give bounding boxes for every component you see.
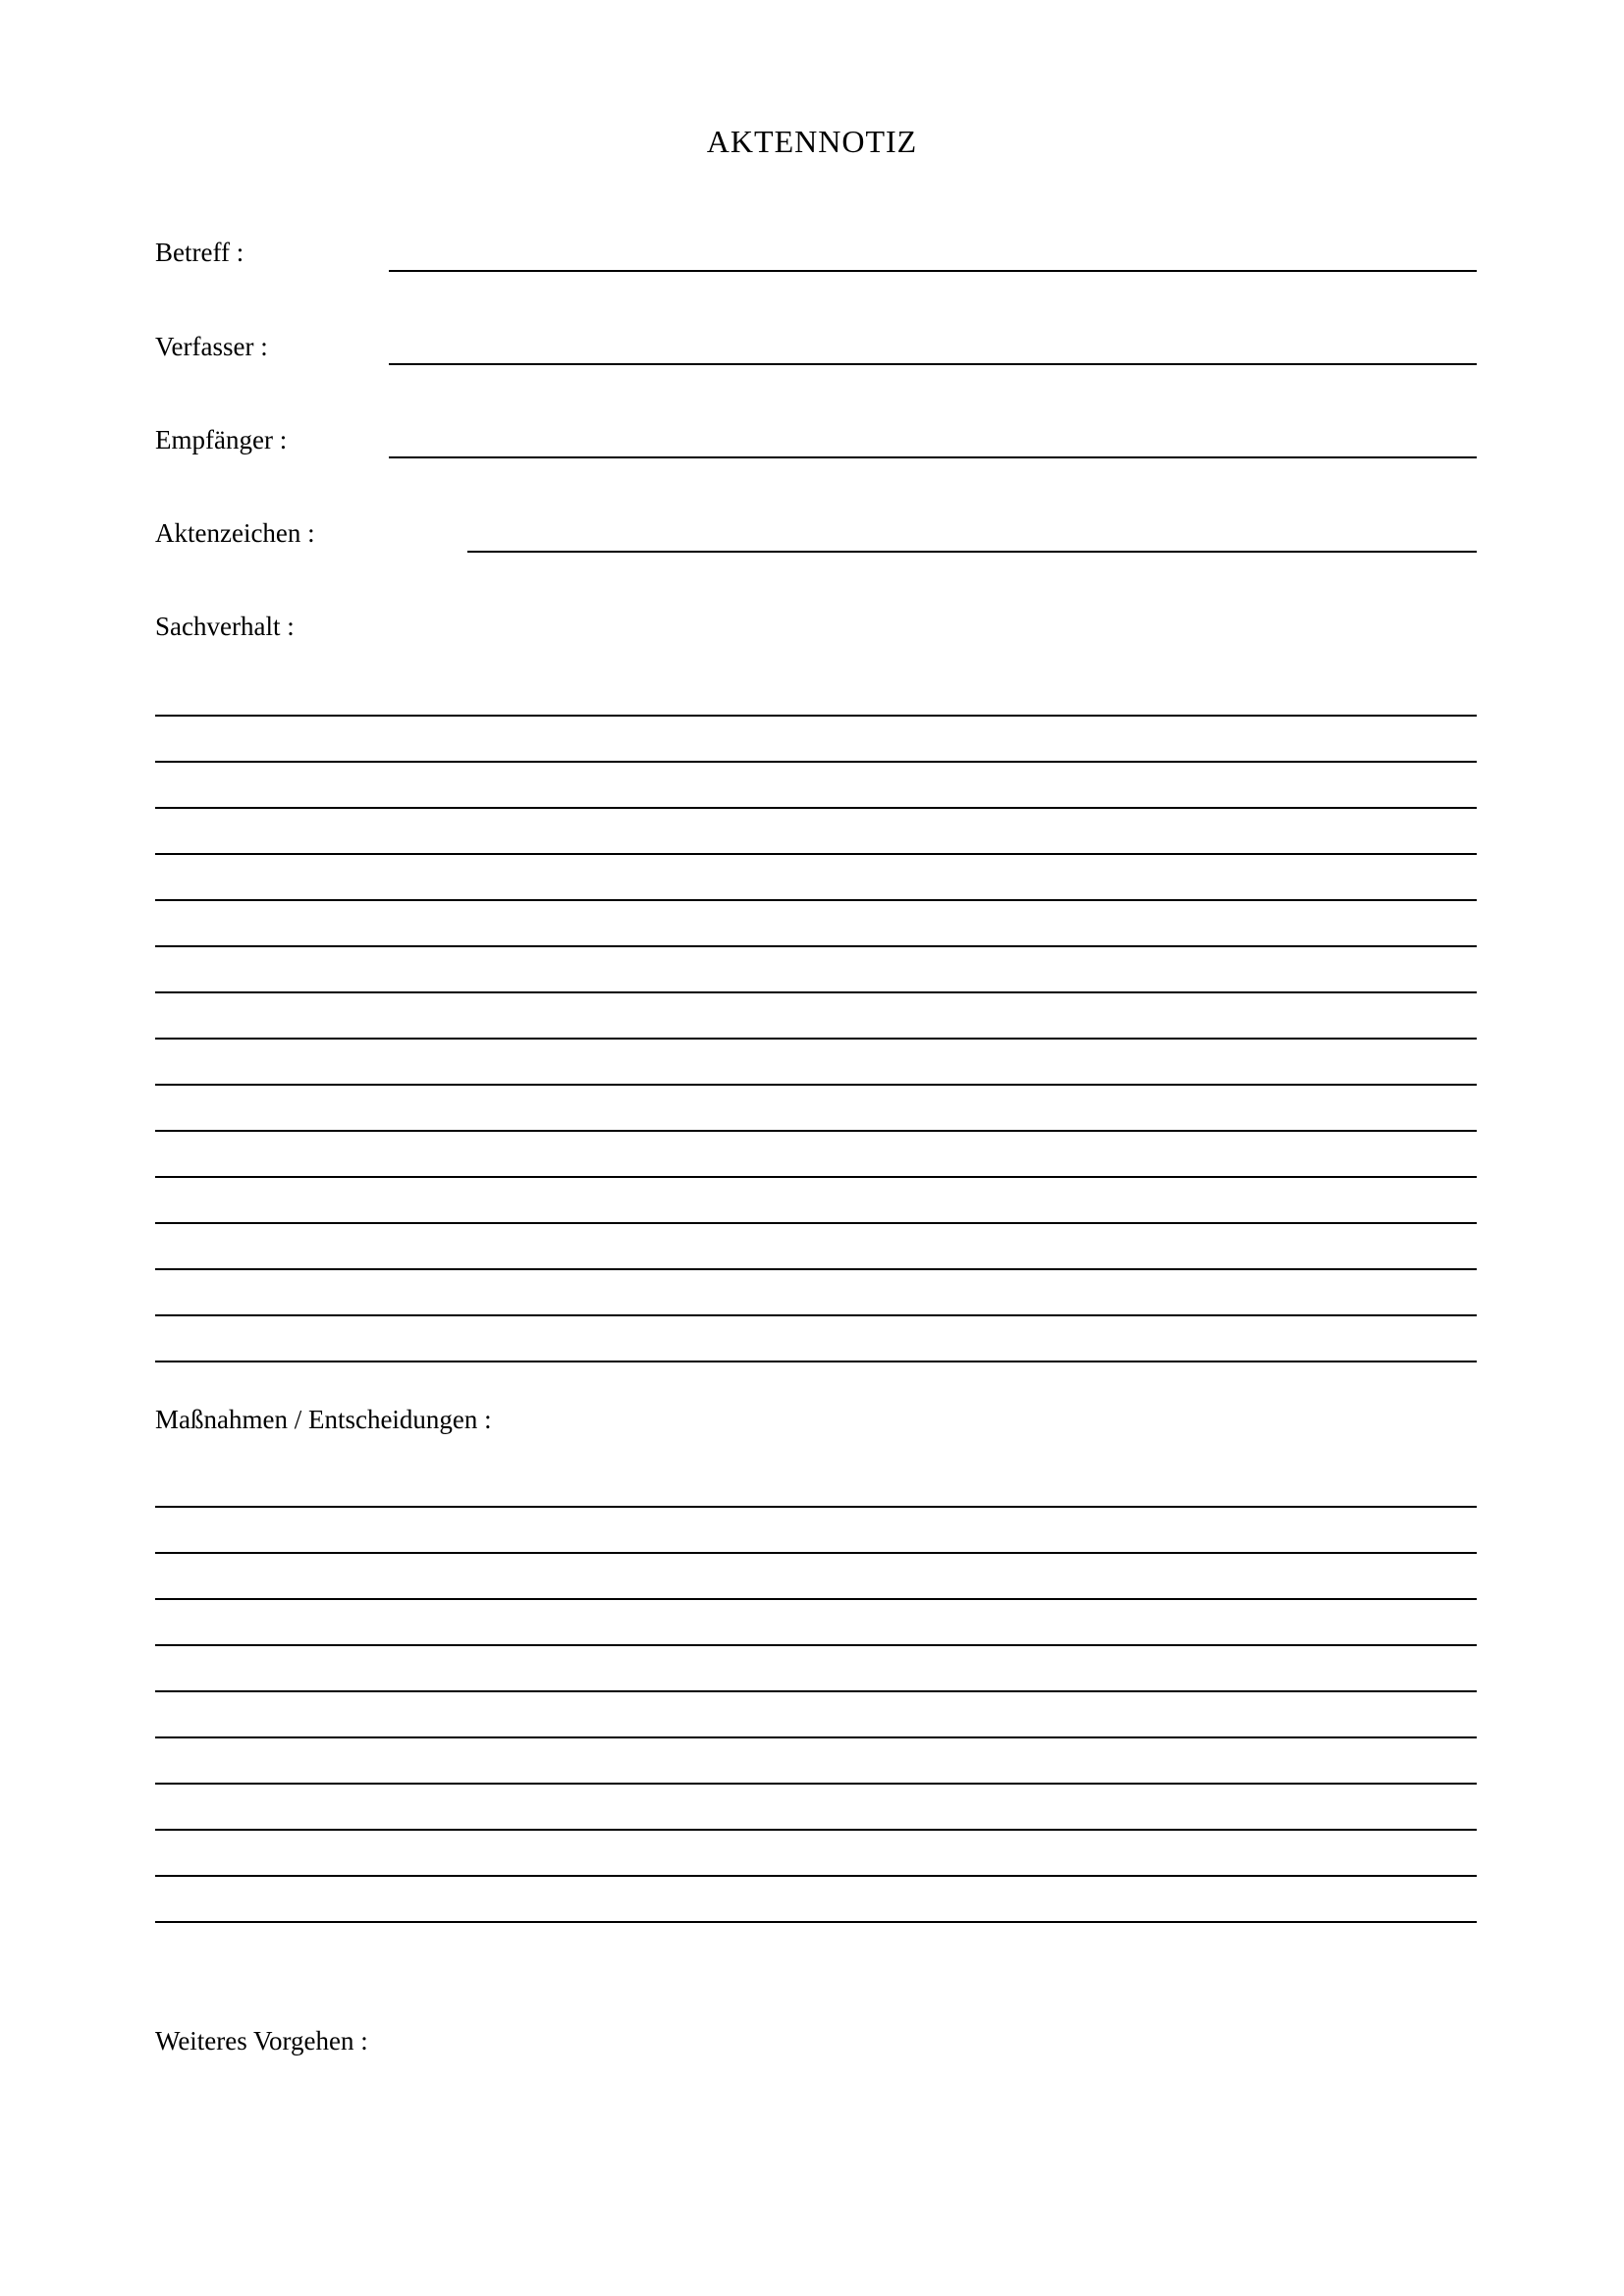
weiteres-vorgehen-label: Weiteres Vorgehen :: [155, 2026, 368, 2056]
sachverhalt-label: Sachverhalt :: [155, 612, 295, 641]
writing-line: [155, 947, 1477, 993]
writing-line: [155, 1554, 1477, 1600]
writing-line: [155, 1462, 1477, 1508]
writing-line: [155, 1086, 1477, 1132]
writing-line: [155, 901, 1477, 947]
writing-line: [155, 1646, 1477, 1692]
writing-line: [155, 809, 1477, 855]
verfasser-field[interactable]: [389, 363, 1477, 365]
writing-line: [155, 1692, 1477, 1738]
writing-line: [155, 1224, 1477, 1270]
aktenzeichen-field[interactable]: [467, 551, 1477, 553]
writing-line: [155, 855, 1477, 901]
writing-line: [155, 1877, 1477, 1923]
betreff-field[interactable]: [389, 270, 1477, 272]
aktenzeichen-label: Aktenzeichen :: [155, 518, 315, 548]
massnahmen-lines[interactable]: [155, 1462, 1477, 1923]
writing-line: [155, 1831, 1477, 1877]
writing-line: [155, 1040, 1477, 1086]
sachverhalt-lines[interactable]: [155, 670, 1477, 1362]
writing-line: [155, 717, 1477, 763]
writing-line: [155, 1132, 1477, 1178]
empfaenger-field[interactable]: [389, 456, 1477, 458]
page-title: AKTENNOTIZ: [706, 124, 918, 159]
writing-line: [155, 993, 1477, 1040]
betreff-label: Betreff :: [155, 238, 244, 267]
writing-line: [155, 1738, 1477, 1785]
writing-line: [155, 1178, 1477, 1224]
empfaenger-label: Empfänger :: [155, 425, 288, 454]
writing-line: [155, 1316, 1477, 1362]
writing-line: [155, 1270, 1477, 1316]
writing-line: [155, 1785, 1477, 1831]
writing-line: [155, 670, 1477, 717]
verfasser-label: Verfasser :: [155, 332, 268, 361]
massnahmen-label: Maßnahmen / Entscheidungen :: [155, 1405, 492, 1434]
writing-line: [155, 1508, 1477, 1554]
writing-line: [155, 763, 1477, 809]
writing-line: [155, 1600, 1477, 1646]
